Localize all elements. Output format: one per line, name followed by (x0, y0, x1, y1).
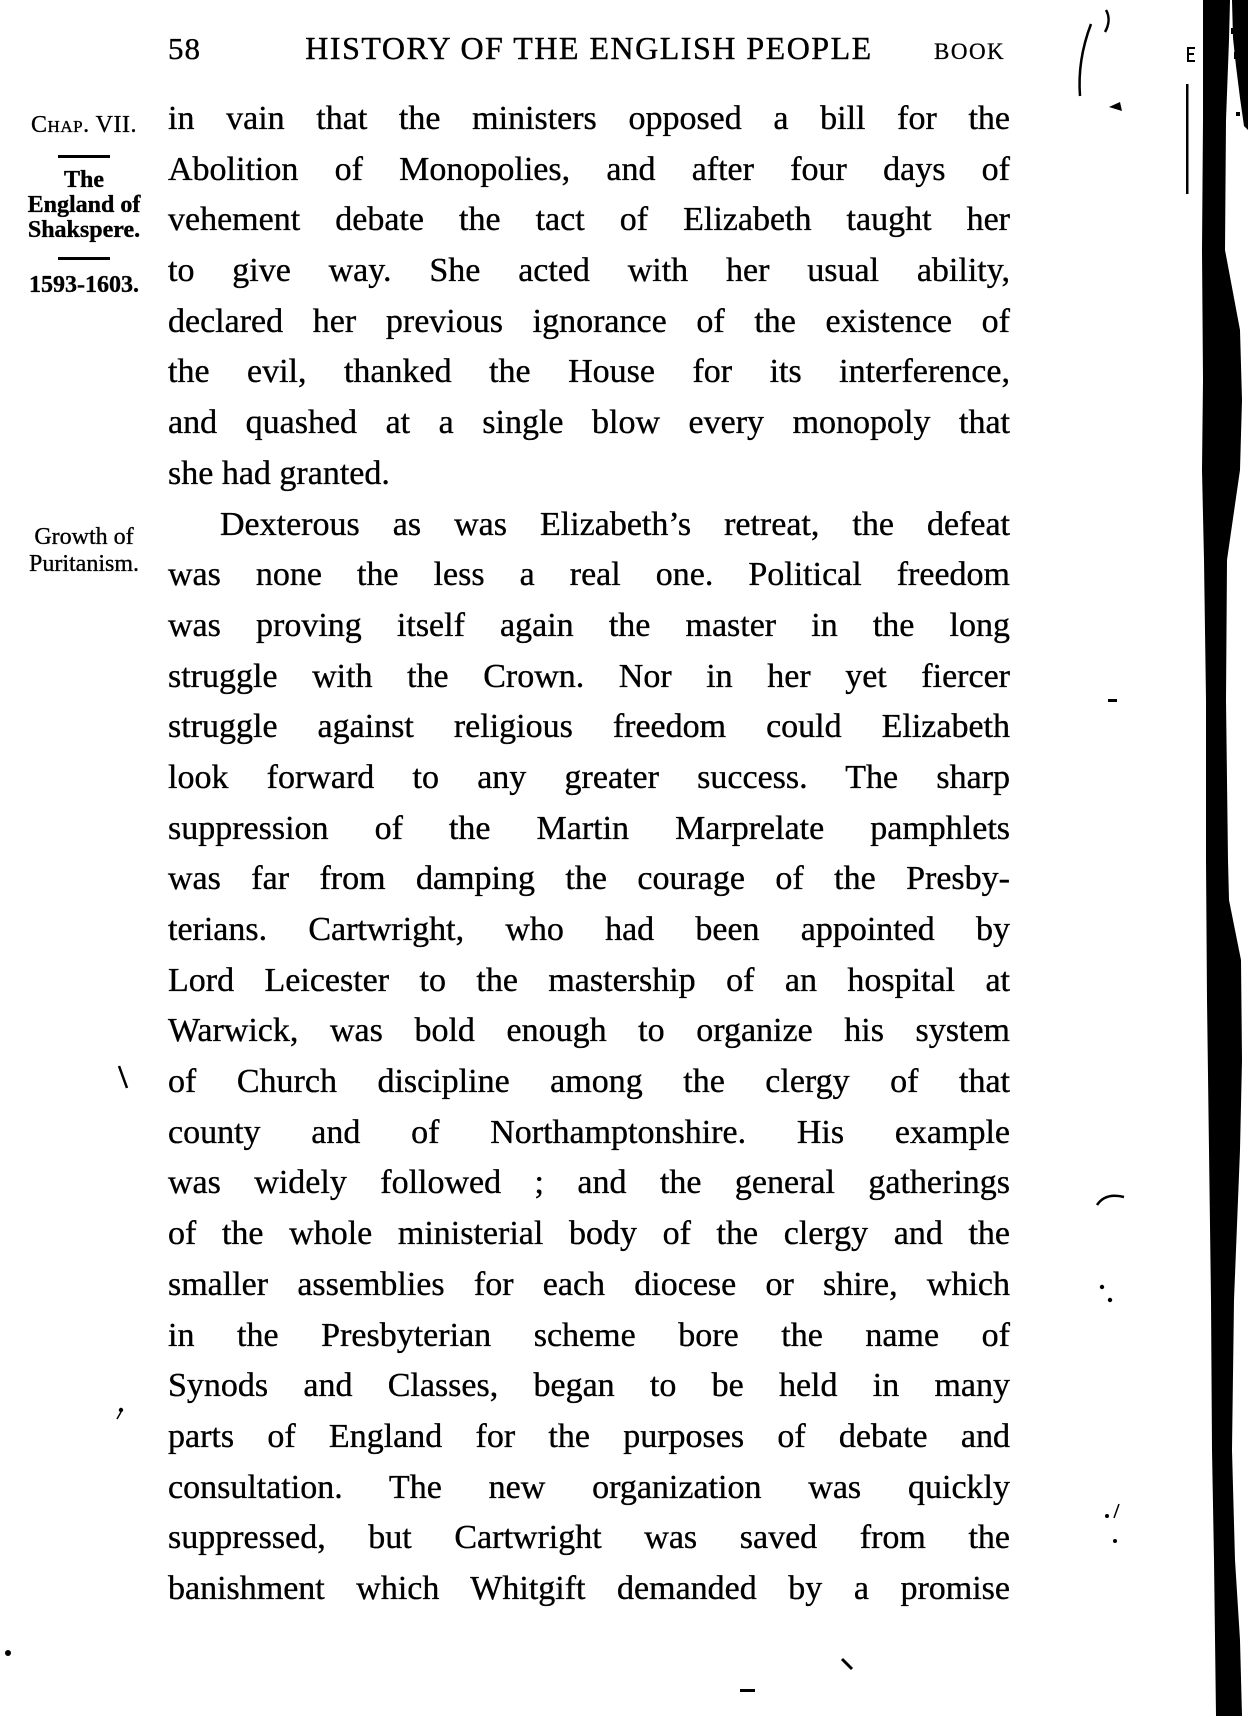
body-line: Lord Leicester to the mastership of an hospital at (168, 961, 1010, 999)
body-line: struggle with the Crown. Nor in her yet fiercer (168, 657, 1010, 695)
body-line: was none the less a real one. Political freedom (168, 556, 1010, 594)
body-line: look forward to any greater success. The sharp (168, 758, 1010, 796)
pen-curve-mark (1080, 24, 1091, 96)
sidenote-chapter: Chap. VII. (31, 112, 137, 138)
stray-macron (740, 1689, 755, 1692)
body-line: consultation. The new organization was quickly (168, 1468, 1010, 1506)
body-text (168, 94, 1010, 1615)
sidenote-dates: 1593-1603. (29, 272, 139, 298)
body-line: banishment which Whitgift demanded by a promise (168, 1569, 1010, 1607)
speck-arrow (1109, 102, 1122, 111)
stray-stroke (119, 1066, 127, 1088)
body-line: was far from damping the courage of the Presby- (168, 860, 1010, 898)
body-line: to give way. She acted with her usual ability, (168, 252, 1010, 290)
body-line: terians. Cartwright, who had been appointed by (168, 911, 1010, 948)
body-line: Dexterous as was Elizabeth’s retreat, the defeat (220, 505, 1010, 543)
body-line: vehement debate the tact of Elizabeth taught her (168, 201, 1010, 239)
speck-dot (5, 1650, 11, 1656)
body-line: declared her previous ignorance of the existence of (168, 302, 1010, 340)
body-line: smaller assemblies for each diocese or shire, which (168, 1265, 1010, 1303)
body-line: was widely followed ; and the general gatherings (168, 1164, 1010, 1202)
stray-grave (842, 1659, 852, 1669)
running-title: HISTORY OF THE ENGLISH PEOPLE (305, 30, 873, 66)
tick-mark (1105, 10, 1109, 32)
sidenote-topic (10, 524, 158, 578)
ink-band-right (1202, 0, 1242, 1716)
sidenote-section-title (10, 168, 158, 243)
body-line: in vain that the ministers opposed a bill for the (168, 100, 1010, 137)
smudge-mark (1187, 47, 1195, 62)
scratch-line (1186, 84, 1189, 194)
body-line: and quashed at a single blow every monopoly that (168, 404, 1010, 442)
book-corner-label: BOOK (934, 39, 1006, 64)
sidenote-rule (58, 155, 110, 158)
body-line: the evil, thanked the House for its interference, (168, 353, 1010, 391)
body-line: suppression of the Martin Marprelate pamphlets (168, 809, 1010, 847)
body-line: Warwick, was bold enough to organize his system (168, 1012, 1010, 1050)
body-line: in the Presbyterian scheme bore the name of (168, 1316, 1010, 1354)
body-line: county and of Northamptonshire. His example (168, 1113, 1010, 1151)
body-line: she had granted. (168, 454, 390, 492)
sidenote-section-line: Shakspere. (27, 217, 141, 243)
speck-comma (117, 1408, 123, 1419)
speck-dash (1108, 699, 1117, 702)
page-number: 58 (168, 31, 201, 66)
sidenote-topic-line: Puritanism. (28, 551, 139, 577)
body-line: Abolition of Monopolies, and after four days of (168, 150, 1010, 188)
sidenote-section-line: England of (27, 192, 141, 218)
body-line: parts of England for the purposes of debate and (168, 1417, 1010, 1455)
body-line: of the whole ministerial body of the clergy and the (168, 1215, 1010, 1253)
sidenote-topic-line: Growth of (34, 524, 134, 550)
body-line: was proving itself again the master in the long (168, 606, 1010, 644)
corner-ink-blob (1232, 0, 1248, 130)
curved-dash (1097, 1196, 1124, 1205)
body-line: struggle against religious freedom could Elizabeth (168, 708, 1010, 746)
sidenote-rule (58, 257, 110, 260)
body-line: Synods and Classes, began to be held in many (168, 1367, 1010, 1405)
body-line: suppressed, but Cartwright was saved from the (168, 1519, 1010, 1557)
body-line: of Church discipline among the clergy of that (168, 1063, 1010, 1101)
sidenote-section-line: The (63, 167, 104, 193)
